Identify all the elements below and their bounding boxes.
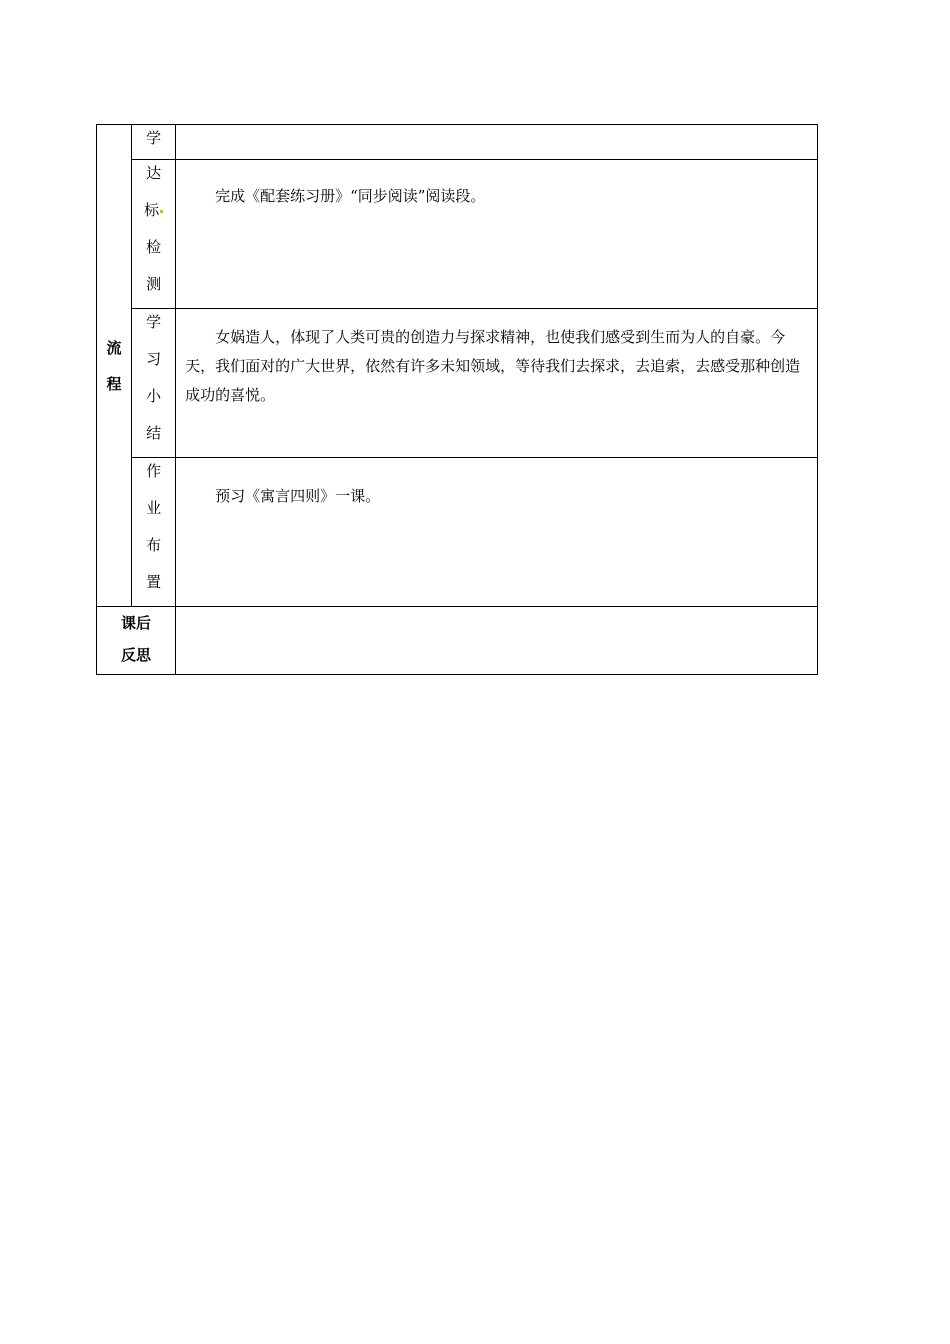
table-row <box>97 125 818 160</box>
reflection-label-line: 反思 <box>121 646 152 664</box>
row-content-cell <box>176 125 818 160</box>
row-label-cell <box>132 125 176 160</box>
table-row <box>97 309 818 458</box>
row-label-cell <box>132 309 176 458</box>
row-label-char: 习 <box>146 350 162 368</box>
homework-content: 预习《寓言四则》一课。 <box>176 458 818 607</box>
flow-label-cell <box>97 125 132 607</box>
table-row <box>97 607 818 675</box>
marker-dot-icon <box>160 210 163 213</box>
reflection-label-cell <box>97 607 176 675</box>
row-label-char: 学 <box>146 129 162 147</box>
reflection-label-line: 课后 <box>121 614 152 632</box>
table-row <box>97 160 818 309</box>
row-label-char: 小 <box>146 387 162 405</box>
row-label-char: 测 <box>146 275 162 293</box>
row-label-char: 置 <box>146 573 162 591</box>
reflection-content <box>176 607 818 675</box>
table-row <box>97 458 818 607</box>
assessment-content: 完成《配套练习册》“同步阅读”阅读段。 <box>176 160 818 309</box>
lesson-plan-table <box>96 124 818 675</box>
flow-label-char: 流 <box>106 338 122 357</box>
row-label-char: 作 <box>146 462 162 480</box>
row-label-cell <box>132 160 176 309</box>
row-label-char: 布 <box>146 536 162 554</box>
row-label-char: 业 <box>146 499 162 517</box>
row-label-char: 学 <box>146 313 162 331</box>
flow-label-char: 程 <box>106 374 122 393</box>
row-label-cell <box>132 458 176 607</box>
row-label-char <box>132 197 175 234</box>
summary-content: 女娲造人，体现了人类可贵的创造力与探求精神，也使我们感受到生而为人的自豪。今天，我们面对的广大世界，依然有许多未知领域，等待我们去探求，去追索，去感受那种创造成功的喜悦。 <box>176 309 818 458</box>
row-label-char: 达 <box>146 164 162 182</box>
row-label-char: 检 <box>146 238 162 256</box>
row-label-text: 标 <box>144 201 160 219</box>
row-label-char: 结 <box>146 424 162 442</box>
